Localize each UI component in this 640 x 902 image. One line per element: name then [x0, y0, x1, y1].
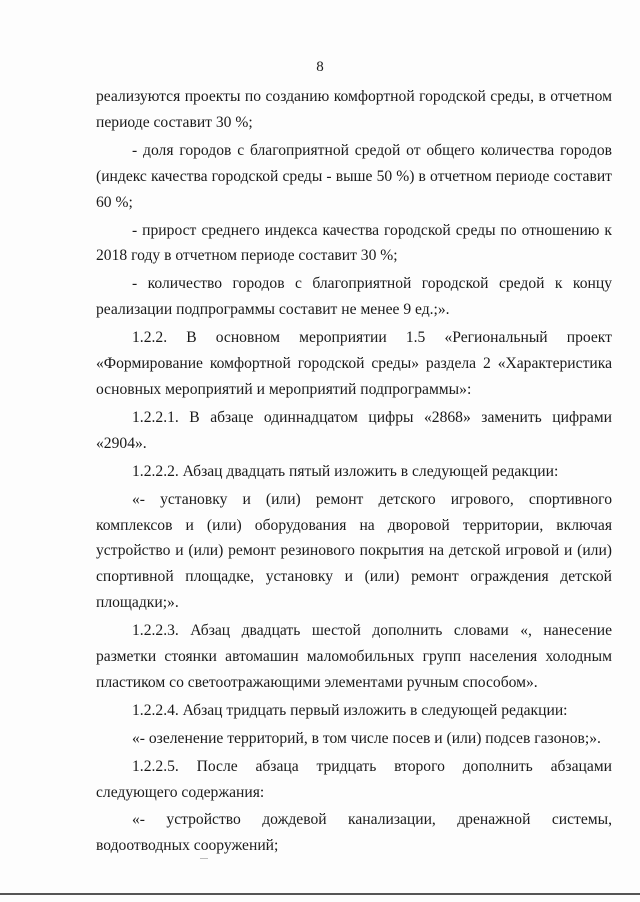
paragraph-clause-1-2-2-5: 1.2.2.5. После абзаца тридцать второго дополнить абзацами следующего содержания:	[96, 757, 612, 801]
paragraph-clause-1-2-2: 1.2.2. В основном мероприятии 1.5 «Региональный проект «Формирование комфортной городской среды» раздела 2 «Характеристика основных мероприятий и мероприятий подпрограммы»:	[96, 329, 612, 398]
page-bottom-edge	[0, 893, 640, 895]
paragraph-quoted-playground: «- установку и (или) ремонт детского игрового, спортивного комплексов и (или) оборудования на дворовой территории, включая устройство и (или) ремонт резинового покрытия на детской игровой и (или) спортивной площадке, установку и (или) ремонт ограждения детской площадки;».	[96, 490, 612, 612]
paragraph-indicator-share-of-cities: - доля городов с благоприятной средой от общего количества городов (индекс качества городской среды - выше 50 %) в отчетном периоде составит 60 %;	[96, 141, 612, 211]
page-number: 8	[316, 59, 324, 75]
paragraph-clause-1-2-2-2: 1.2.2.2. Абзац двадцать пятый изложить в следующей редакции:	[132, 462, 559, 480]
paragraph-indicator-index-growth: - прирост среднего индекса качества городской среды по отношению к 2018 году в отчетном периоде составит 30 %;	[96, 221, 612, 265]
scan-artifact	[200, 858, 208, 859]
paragraph-clause-1-2-2-3: 1.2.2.3. Абзац двадцать шестой дополнить словами «, нанесение разметки стоянки автомашин маломобильных групп населения холодным пластиком со светоотражающими элементами ручным способом».	[96, 622, 612, 691]
paragraph-quoted-landscaping: «- озеленение территорий, в том числе посев и (или) подсев газонов;».	[132, 729, 601, 747]
document-body	[96, 84, 612, 861]
paragraph-clause-1-2-2-1: 1.2.2.1. В абзаце одиннадцатом цифры «2868» заменить цифрами «2904».	[96, 408, 612, 452]
paragraph-clause-1-2-2-4: 1.2.2.4. Абзац тридцать первый изложить в следующей редакции:	[132, 701, 568, 719]
paragraph-quoted-drainage: «- устройство дождевой канализации, дренажной системы, водоотводных сооружений;	[96, 811, 612, 855]
paragraph-indicator-city-count: - количество городов с благоприятной городской средой к концу реализации подпрограммы составит не менее 9 ед.;».	[96, 275, 612, 319]
paragraph-continuation: реализуются проекты по созданию комфортной городской среды, в отчетном периоде составит 30 %;	[96, 88, 612, 131]
